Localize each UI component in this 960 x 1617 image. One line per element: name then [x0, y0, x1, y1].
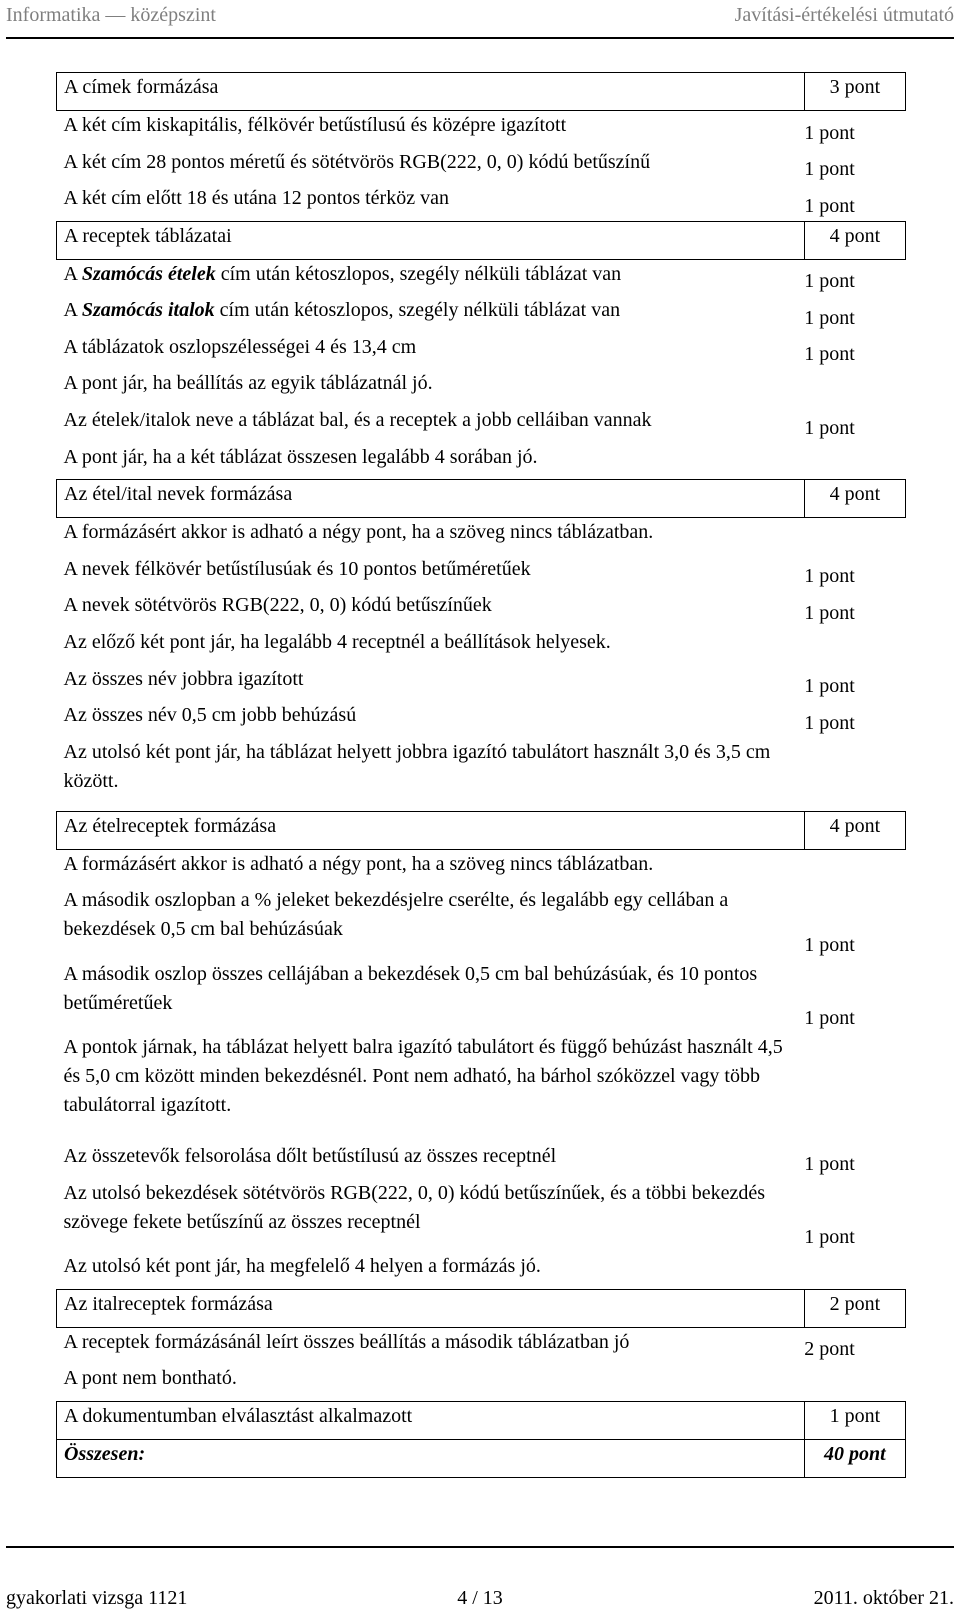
criterion-text: A pontok járnak, ha táblázat helyett balra igazító tabulátort és függő behúzást használt 4,5 és 5,0 cm között minden bekezdésnél. Pont nem adható, ha bárhol szóközzel vagy több tabulátorral igazított.	[63, 1035, 783, 1116]
section-row	[57, 73, 906, 111]
criterion-text: A táblázatok oszlopszélességei 4 és 13,4 cm	[63, 335, 417, 358]
criterion-text: A formázásért akkor is adható a négy pont, ha a szöveg nincs táblázatban.	[63, 521, 654, 544]
grand-total: 40 pont	[804, 1439, 905, 1477]
criterion-text: A két cím előtt 18 és utána 12 pontos térköz van	[63, 187, 449, 210]
criterion-text: A két cím 28 pontos méretű és sötétvörös RGB(222, 0, 0) kódú betűszínű	[63, 150, 651, 173]
section-row	[57, 1289, 906, 1327]
section-total: 3 pont	[804, 73, 905, 111]
section-total: 4 pont	[804, 480, 905, 518]
criterion-row	[57, 1033, 906, 1143]
criterion-text: Az összes név 0,5 cm jobb behúzású	[63, 704, 357, 727]
criterion-text: A pont jár, ha a két táblázat összesen legalább 4 sorában jó.	[63, 445, 538, 468]
criterion-text: A receptek formázásánál leírt összes beállítás a második táblázatban jó	[63, 1330, 630, 1353]
criterion-text	[57, 296, 805, 333]
section-title: Az ételreceptek formázása	[57, 811, 805, 849]
criterion-text: Az összes név jobbra igazított	[63, 667, 304, 690]
criterion-text-part: A	[63, 299, 82, 322]
grading-table-body	[57, 73, 906, 1478]
section-total: 4 pont	[804, 811, 905, 849]
criterion-row: A Szamócás italok cím után kétoszlopos, szegély nélküli táblázat van 1 pont	[57, 296, 906, 333]
section-total	[804, 849, 905, 886]
section-name-emphasis: Szamócás ételek	[81, 262, 216, 285]
footer-exam-code: gyakorlati vizsga 1121	[6, 1587, 188, 1609]
criterion-row	[57, 1364, 906, 1401]
criterion-text: A nevek félkövér betűstílusúak és 10 pontos betűméretűek	[63, 557, 531, 580]
criterion-row: A két cím 28 pontos méretű és sötétvörös RGB(222, 0, 0) kódú betűszínű 1 pont	[57, 148, 906, 185]
section-row	[57, 1439, 906, 1477]
section-name-emphasis: Szamócás italok	[81, 299, 215, 322]
criterion-row	[57, 518, 906, 555]
section-total	[804, 369, 905, 406]
criterion-text: Az utolsó bekezdések sötétvörös RGB(222, 0, 0) kódú betűszínűek, és a többi bekezdés szövege fekete betűszínű az összes receptnél	[63, 1182, 766, 1233]
criterion-text: A pont nem bontható.	[63, 1367, 237, 1390]
page-number: 4 / 13	[457, 1587, 503, 1609]
criterion-text: Az előző két pont jár, ha legalább 4 receptnél a beállítások helyesek.	[63, 630, 611, 653]
section-total	[804, 1364, 905, 1401]
section-total	[804, 443, 905, 480]
section-row	[57, 480, 906, 518]
criterion-text: Az összetevők felsorolása dőlt betűstílusú az összes receptnél	[63, 1145, 557, 1168]
criterion-text: A pont jár, ha beállítás az egyik táblázatnál jó.	[63, 372, 433, 395]
section-total	[804, 1252, 905, 1289]
criterion-row	[57, 1252, 906, 1289]
criterion-row: A receptek formázásánál leírt összes beállítás a második táblázatban jó 2 pont	[57, 1327, 906, 1364]
section-total	[804, 1033, 905, 1143]
section-total	[804, 628, 905, 665]
criterion-row: A táblázatok oszlopszélességei 4 és 13,4 cm 1 pont	[57, 333, 906, 370]
criterion-row	[57, 738, 906, 812]
criterion-row	[57, 443, 906, 480]
section-title: Az étel/ital nevek formázása	[57, 480, 805, 518]
criterion-text-part: cím után kétoszlopos, szegély nélküli táblázat van	[215, 262, 622, 285]
grading-table	[56, 72, 906, 1478]
criterion-row: Az utolsó bekezdések sötétvörös RGB(222, 0, 0) kódú betűszínűek, és a többi bekezdés szövege fekete betűszínű az összes receptnél 1 pont	[57, 1179, 906, 1252]
criterion-text: A második oszlop összes cellájában a bekezdések 0,5 cm bal behúzásúak, és 10 pontos betűméretűek	[63, 962, 758, 1014]
section-title: A dokumentumban elválasztást alkalmazott	[57, 1402, 805, 1440]
section-row	[57, 811, 906, 849]
section-title: Az italreceptek formázása	[57, 1289, 805, 1327]
section-total	[804, 738, 905, 812]
criterion-text-part: A	[63, 262, 82, 285]
criterion-row: A két cím kiskapitális, félkövér betűstílusú és középre igazított 1 pont	[57, 110, 906, 147]
section-title: Összesen:	[57, 1439, 805, 1477]
criterion-row	[57, 849, 906, 886]
criterion-text	[57, 259, 805, 296]
section-total: 1 pont	[804, 1402, 905, 1440]
criterion-text: A második oszlopban a % jeleket bekezdésjelre cserélte, és legalább egy cellában a bekezdések 0,5 cm bal behúzásúak	[63, 889, 729, 941]
criterion-text: A két cím kiskapitális, félkövér betűstílusú és középre igazított	[63, 113, 567, 136]
criterion-text: A formázásért akkor is adható a négy pont, ha a szöveg nincs táblázatban.	[63, 852, 654, 875]
criterion-row: Az összetevők felsorolása dőlt betűstílusú az összes receptnél 1 pont	[57, 1142, 906, 1179]
criterion-row: Az ételek/italok neve a táblázat bal, és a receptek a jobb celláiban vannak 1 pont	[57, 406, 906, 443]
header-doc-title: Javítási-értékelési útmutató	[734, 4, 954, 26]
criterion-row: A két cím előtt 18 és utána 12 pontos térköz van 1 pont	[57, 184, 906, 221]
criterion-text: A nevek sötétvörös RGB(222, 0, 0) kódú betűszínűek	[63, 594, 492, 617]
section-row	[57, 221, 906, 259]
criterion-row	[57, 628, 906, 665]
footer-divider	[6, 1546, 954, 1548]
criterion-row: Az összes név jobbra igazított 1 pont	[57, 665, 906, 702]
criterion-row: Az összes név 0,5 cm jobb behúzású 1 pont	[57, 701, 906, 738]
criterion-row: A Szamócás ételek cím után kétoszlopos, szegély nélküli táblázat van 1 pont	[57, 259, 906, 296]
header-divider	[6, 37, 954, 39]
criterion-row: A nevek félkövér betűstílusúak és 10 pontos betűméretűek 1 pont	[57, 555, 906, 592]
criterion-row: A nevek sötétvörös RGB(222, 0, 0) kódú betűszínűek 1 pont	[57, 591, 906, 628]
criterion-text-part: cím után kétoszlopos, szegély nélküli táblázat van	[214, 299, 621, 322]
footer-date: 2011. október 21.	[813, 1587, 954, 1609]
section-total: 2 pont	[804, 1289, 905, 1327]
section-title: A receptek táblázatai	[57, 221, 805, 259]
criterion-row: A második oszlopban a % jeleket bekezdésjelre cserélte, és legalább egy cellában a bekezdések 0,5 cm bal behúzásúak 1 pont	[57, 886, 906, 959]
criterion-text: Az utolsó két pont jár, ha megfelelő 4 helyen a formázás jó.	[63, 1255, 541, 1278]
page-footer	[6, 1583, 954, 1613]
section-total	[804, 518, 905, 555]
criterion-row	[57, 369, 906, 406]
page-header	[6, 0, 954, 30]
header-subject: Informatika — középszint	[6, 4, 216, 26]
criterion-text: Az utolsó két pont jár, ha táblázat helyett jobbra igazító tabulátort használt 3,0 és 3,5 cm között.	[63, 740, 771, 792]
section-row	[57, 1402, 906, 1440]
section-title: A címek formázása	[57, 73, 805, 111]
criterion-row: A második oszlop összes cellájában a bekezdések 0,5 cm bal behúzásúak, és 10 pontos betűméretűek 1 pont	[57, 960, 906, 1033]
criterion-text: Az ételek/italok neve a táblázat bal, és a receptek a jobb celláiban vannak	[63, 409, 652, 432]
section-total: 4 pont	[804, 221, 905, 259]
